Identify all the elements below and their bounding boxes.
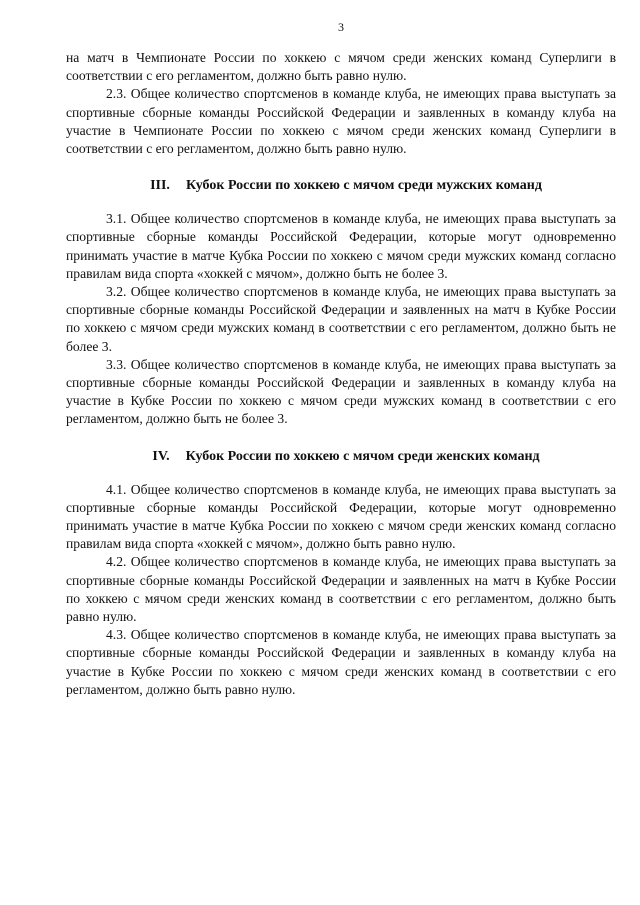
paragraph-4-1: 4.1. Общее количество спортсменов в команде клуба, не имеющих права выступать за спортивные сборные команды Российской Федерации, которые могут одновременно принимать участие в матче Кубка России по хоккею с мячом среди женских команд согласно правилам вида спорта «хоккей с мячом», должно быть равно нулю. — [66, 481, 616, 552]
paragraph-2-3: 2.3. Общее количество спортсменов в команде клуба, не имеющих права выступать за спортивные сборные команды Российской Федерации и заявленных в команду клуба на участие в Чемпионате России по хоккею с мячом среди женских команд Суперлиги в соответствии с его регламентом, должно быть равно нулю. — [66, 86, 616, 157]
paragraph-3-3: 3.3. Общее количество спортсменов в команде клуба, не имеющих права выступать за спортивные сборные команды Российской Федерации и заявленных в команду клуба на участие в Кубке России по хоккею с мячом среди мужских команд в соответствии с его регламентом, должно быть не более 3. — [66, 356, 616, 427]
paragraph-3-2: 3.2. Общее количество спортсменов в команде клуба, не имеющих права выступать за спортивные сборные команды Российской Федерации и заявленных на матч в Кубке России по хоккею с мячом среди мужских команд в соответствии с его регламентом, должно быть не более 3. — [66, 284, 616, 354]
paragraph-4-3: 4.3. Общее количество спортсменов в команде клуба, не имеющих права выступать за спортивные сборные команды Российской Федерации и заявленных в команду клуба на участие в Кубке России по хоккею с мячом среди женских команд в соответствии с его регламентом, должно быть равно нулю. — [66, 627, 616, 697]
section-number: IV. — [152, 448, 170, 464]
section-number: III. — [150, 178, 170, 194]
section-title: Кубок России по хоккею с мячом среди женских команд — [185, 448, 540, 464]
section-title: Кубок России по хоккею с мячом среди мужских команд — [185, 178, 542, 194]
section-heading-4 — [66, 449, 616, 465]
paragraph-continuation: на матч в Чемпионате России по хоккею с мячом среди женских команд Суперлиги в соответствии с его регламентом, должно быть равно нулю. — [66, 50, 616, 84]
section-heading-3 — [66, 178, 616, 194]
paragraph-4-2: 4.2. Общее количество спортсменов в команде клуба, не имеющих права выступать за спортивные сборные команды Российской Федерации и заявленных на матч в Кубке России по хоккею с мячом среди женских команд в соответствии с его регламентом, должно быть равно нулю. — [66, 554, 616, 625]
paragraph-3-1: 3.1. Общее количество спортсменов в команде клуба, не имеющих права выступать за спортивные сборные команды Российской Федерации, которые могут одновременно принимать участие в матче Кубка России по хоккею с мячом среди мужских команд согласно правилам вида спорта «хоккей с мячом», должно быть не более 3. — [66, 211, 616, 281]
page-number: 3 — [338, 20, 344, 34]
